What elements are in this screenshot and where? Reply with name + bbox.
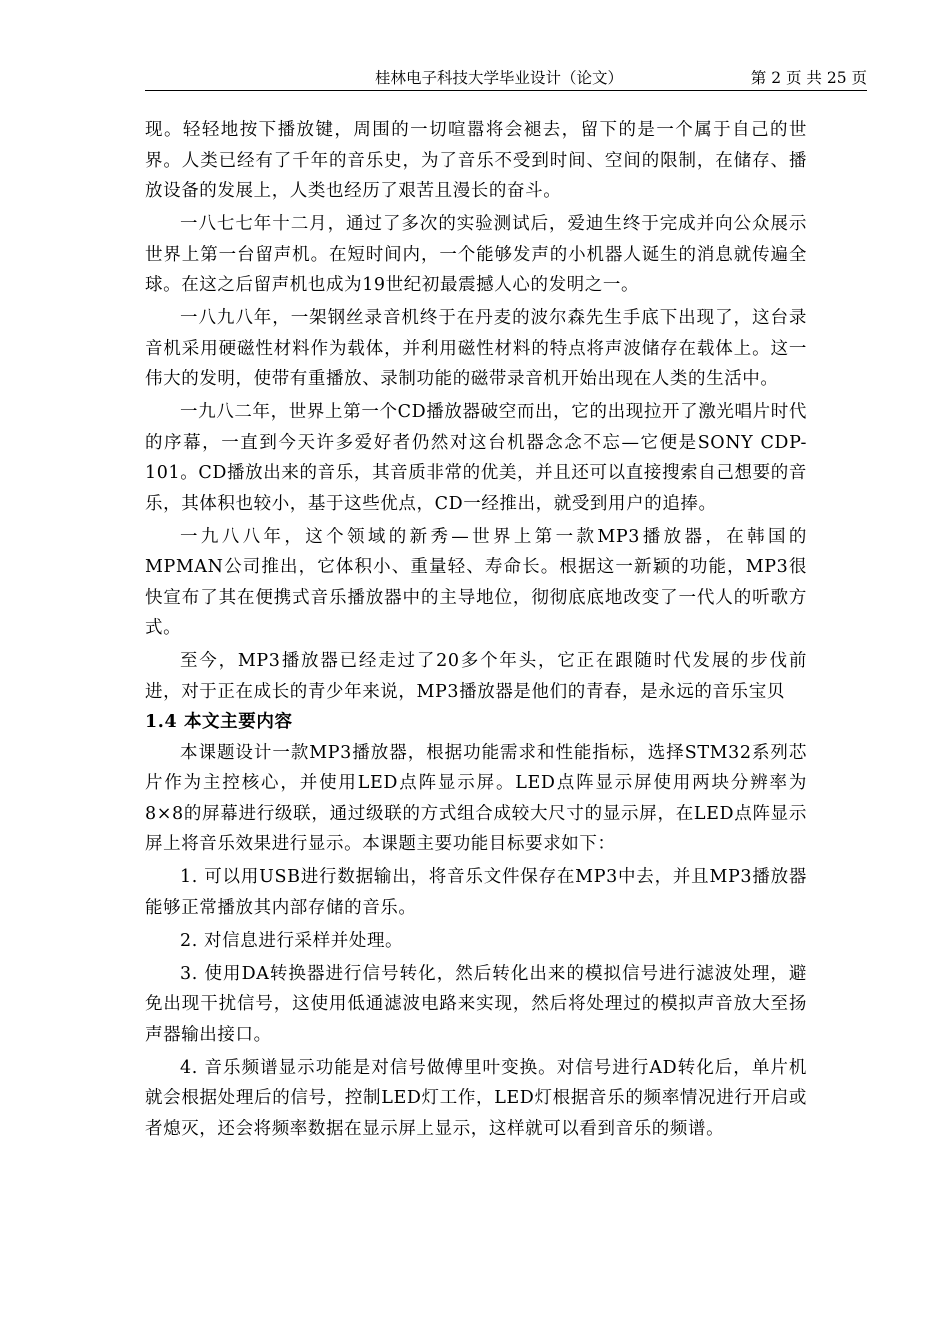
paragraph-phonograph: 一八七七年十二月，通过了多次的实验测试后，爱迪生终于完成并向公众展示世界上第一台留声机。在短时间内，一个能够发声的小机器人诞生的消息就传遍全球。在这之后留声机也成为19世纪初最震撼人心的发明之一。 xyxy=(145,214,807,295)
paragraph-continued: 现。轻轻地按下播放键，周围的一切喧嚣将会褪去，留下的是一个属于自己的世界。人类已经有了千年的音乐史，为了音乐不受到时间、空间的限制，在储存、播放设备的发展上，人类也经历了艰苦且漫长的奋斗。 xyxy=(145,120,807,201)
paragraph-wire-recorder: 一八九八年，一架钢丝录音机终于在丹麦的波尔森先生手底下出现了，这台录音机采用硬磁性材料作为载体，并利用磁性材料的特点将声波储存在载体上。这一伟大的发明，使带有重播放、录制功能的磁带录音机开始出现在人类的生活中。 xyxy=(145,308,807,389)
main-content xyxy=(145,115,807,1147)
header-rule xyxy=(145,90,867,91)
list-item-4: 4. 音乐频谱显示功能是对信号做傅里叶变换。对信号进行AD转化后，单片机就会根据处理后的信号，控制LED灯工作，LED灯根据音乐的频率情况进行开启或者熄灭，还会将频率数据在显示屏上显示，这样就可以看到音乐的频谱。 xyxy=(145,1057,807,1139)
page-header xyxy=(145,68,867,92)
section-heading: 1.4 本文主要内容 xyxy=(145,712,293,732)
list-item-2: 2. 对信息进行采样并处理。 xyxy=(180,930,404,951)
paragraph-mp3-today: 至今，MP3播放器已经走过了20多个年头，它正在跟随时代发展的步伐前进，对于正在成长的青少年来说，MP3播放器是他们的青春，是永远的音乐宝贝 xyxy=(145,651,807,702)
paragraph-mp3-player: 一九八八年，这个领域的新秀—世界上第一款MP3播放器，在韩国的MPMAN公司推出，它体积小、重量轻、寿命长。根据这一新颖的功能，MP3很快宣布了其在便携式音乐播放器中的主导地位，彻彻底底地改变了一代人的听歌方式。 xyxy=(145,526,807,638)
paragraph-cd-player: 一九八二年，世界上第一个CD播放器破空而出，它的出现拉开了激光唱片时代的序幕，一直到今天许多爱好者仍然对这台机器念念不忘—它便是SONY CDP-101。CD播放出来的音乐，其音质非常的优美，并且还可以直接搜索自己想要的音乐，其体积也较小，基于这些优点，CD一经推出，就受到用户的追捧。 xyxy=(145,402,807,514)
page-number: 第 2 页 共 25 页 xyxy=(750,69,867,87)
list-item-3: 3. 使用DA转换器进行信号转化，然后转化出来的模拟信号进行滤波处理，避免出现干扰信号，这使用低通滤波电路来实现，然后将处理过的模拟声音放大至扬声器输出接口。 xyxy=(145,963,807,1045)
list-item-1: 1. 可以用USB进行数据输出，将音乐文件保存在MP3中去，并且MP3播放器能够正常播放其内部存储的音乐。 xyxy=(145,867,807,918)
paragraph-section-intro: 本课题设计一款MP3播放器，根据功能需求和性能指标，选择STM32系列芯片作为主控核心，并使用LED点阵显示屏。LED点阵显示屏使用两块分辨率为8×8的屏幕进行级联，通过级联的方式组合成较大尺寸的显示屏，在LED点阵显示屏上将音乐效果进行显示。本课题主要功能目标要求如下： xyxy=(145,742,807,854)
header-title: 桂林电子科技大学毕业设计（论文） xyxy=(375,69,624,87)
